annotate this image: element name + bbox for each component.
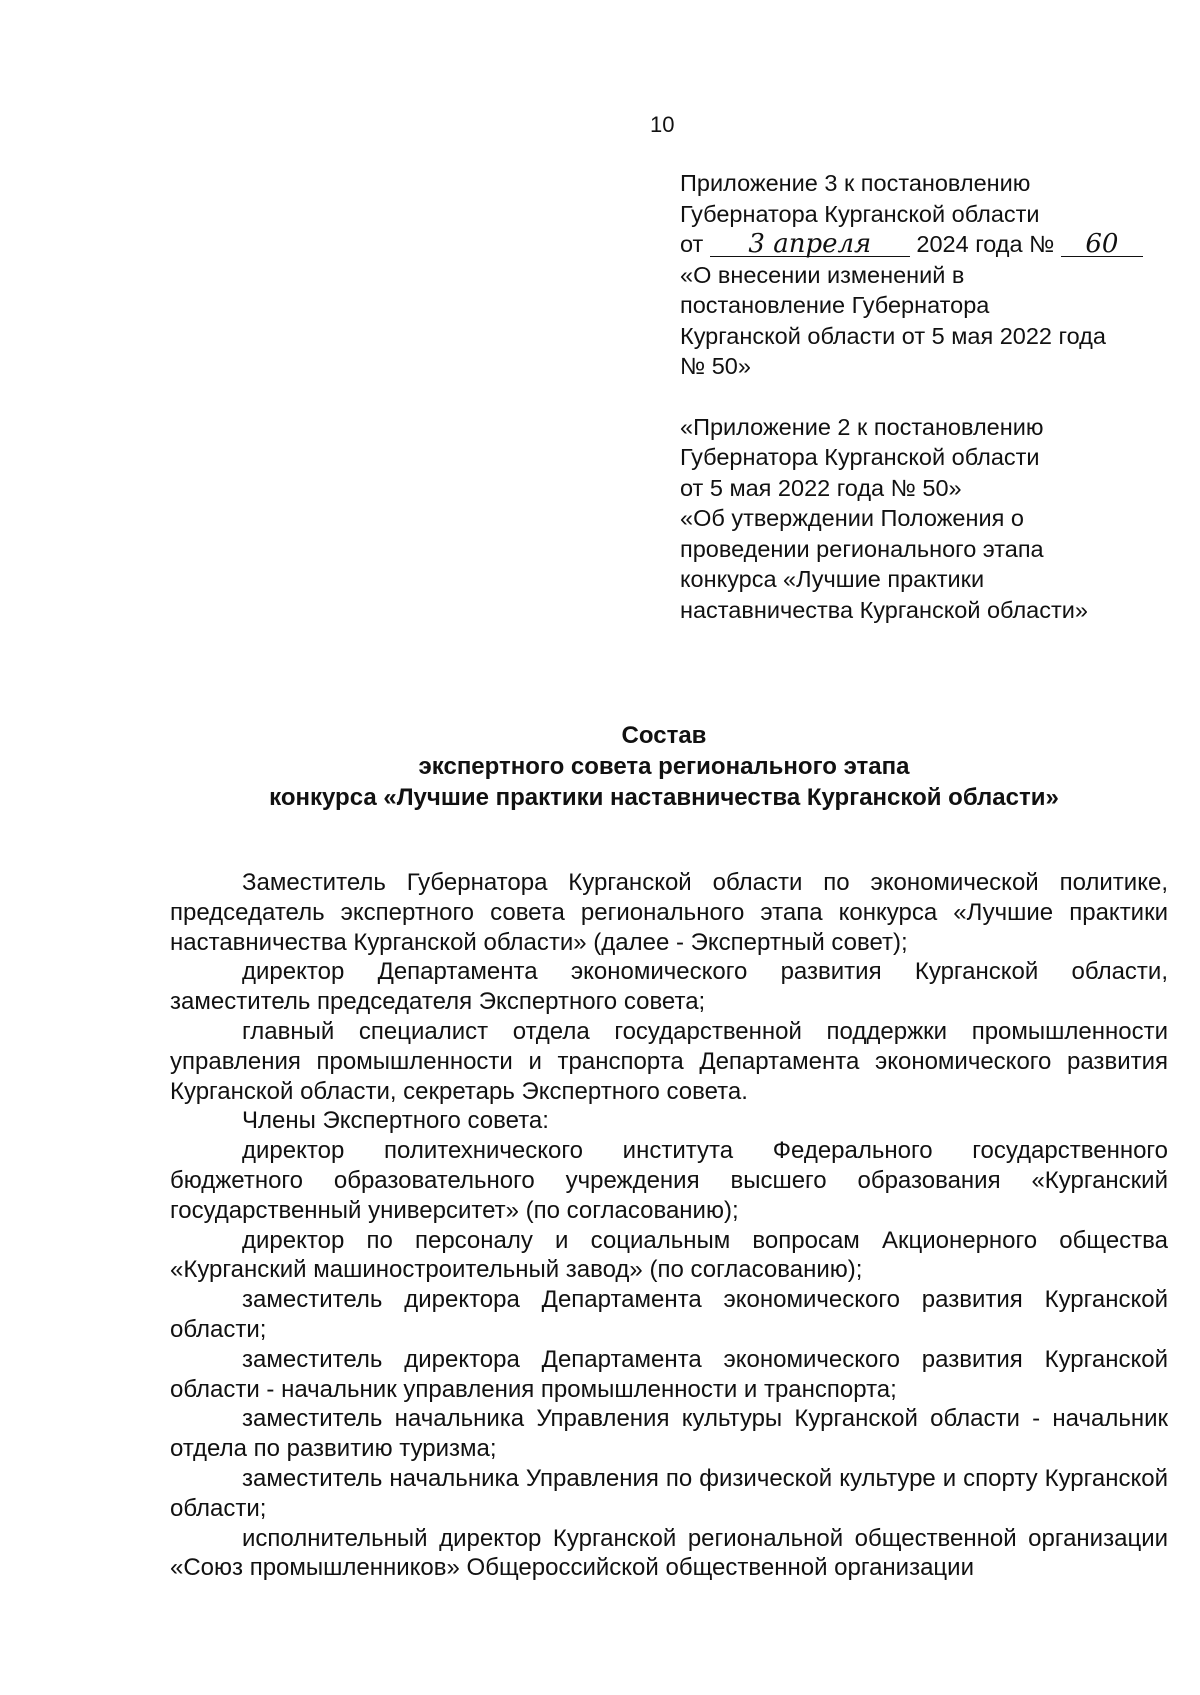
date-suffix: 2024 года №	[916, 231, 1055, 257]
document-body	[170, 868, 1168, 1583]
body-paragraph: директор Департамента экономического развития Курганской области, заместитель председателя Экспертного совета;	[170, 958, 1168, 1016]
body-paragraph: главный специалист отдела государственной поддержки промышленности управления промышленности и транспорта Департамента экономического развития Курганской области, секретарь Экспертного совета.	[170, 1017, 1168, 1105]
date-prefix: от	[680, 231, 704, 257]
appendix-line: Приложение 3 к постановлению	[680, 170, 1031, 196]
body-paragraph: директор политехнического института Федерального государственного бюджетного образовательного учреждения высшего образования «Курганский государственный университет» (по согласованию);	[170, 1137, 1168, 1224]
title-line: конкурса «Лучшие практики наставничества Курганской области»	[269, 784, 1059, 811]
page-number: 10	[650, 112, 675, 137]
body-paragraph: исполнительный директор Курганской региональной общественной организации «Союз промышленников» Общероссийской общественной организации	[170, 1524, 1168, 1582]
handwritten-number: 60	[1061, 232, 1143, 257]
reference-line: конкурса «Лучшие практики	[680, 566, 985, 592]
reference-line: Губернатора Курганской области	[680, 444, 1040, 470]
reference-line: проведении регионального этапа	[680, 535, 1044, 562]
appendix-line: № 50»	[680, 353, 751, 379]
reference-line: «Об утверждении Положения о	[680, 505, 1024, 531]
reference-line: наставничества Курганской области»	[680, 596, 1088, 623]
title-line: экспертного совета регионального этапа	[418, 753, 910, 780]
appendix-line: Губернатора Курганской области	[680, 200, 1040, 227]
title-line: Состав	[621, 722, 707, 749]
body-paragraph: заместитель начальника Управления культуры Курганской области - начальник отдела по развитию туризма;	[170, 1405, 1168, 1463]
appendix-header	[680, 168, 1180, 625]
body-paragraph: директор по персоналу и социальным вопросам Акционерного общества «Курганский машиностроительный завод» (по согласованию);	[170, 1226, 1168, 1284]
reference-line: от 5 мая 2022 года № 50»	[680, 474, 962, 501]
appendix-line: Курганской области от 5 мая 2022 года	[680, 322, 1106, 349]
body-paragraph: заместитель директора Департамента экономического развития Курганской области;	[170, 1286, 1168, 1343]
appendix-line: «О внесении изменений в	[680, 261, 965, 288]
reference-line: «Приложение 2 к постановлению	[680, 413, 1044, 440]
body-paragraph: Члены Экспертного совета:	[242, 1107, 549, 1135]
body-paragraph: заместитель начальника Управления по физической культуре и спорту Курганской области;	[170, 1464, 1168, 1522]
document-title	[160, 720, 1168, 813]
handwritten-date: 3 апреля	[710, 232, 910, 257]
appendix-line: постановление Губернатора	[680, 292, 990, 318]
body-paragraph: заместитель директора Департамента экономического развития Курганской области - начальник управления промышленности и транспорта;	[170, 1345, 1168, 1403]
body-paragraph: Заместитель Губернатора Курганской области по экономической политике, председатель экспертного совета регионального этапа конкурса «Лучшие практики наставничества Курганской области» (далее - Экспертный совет);	[170, 869, 1168, 956]
appendix-date-line	[680, 229, 1180, 260]
